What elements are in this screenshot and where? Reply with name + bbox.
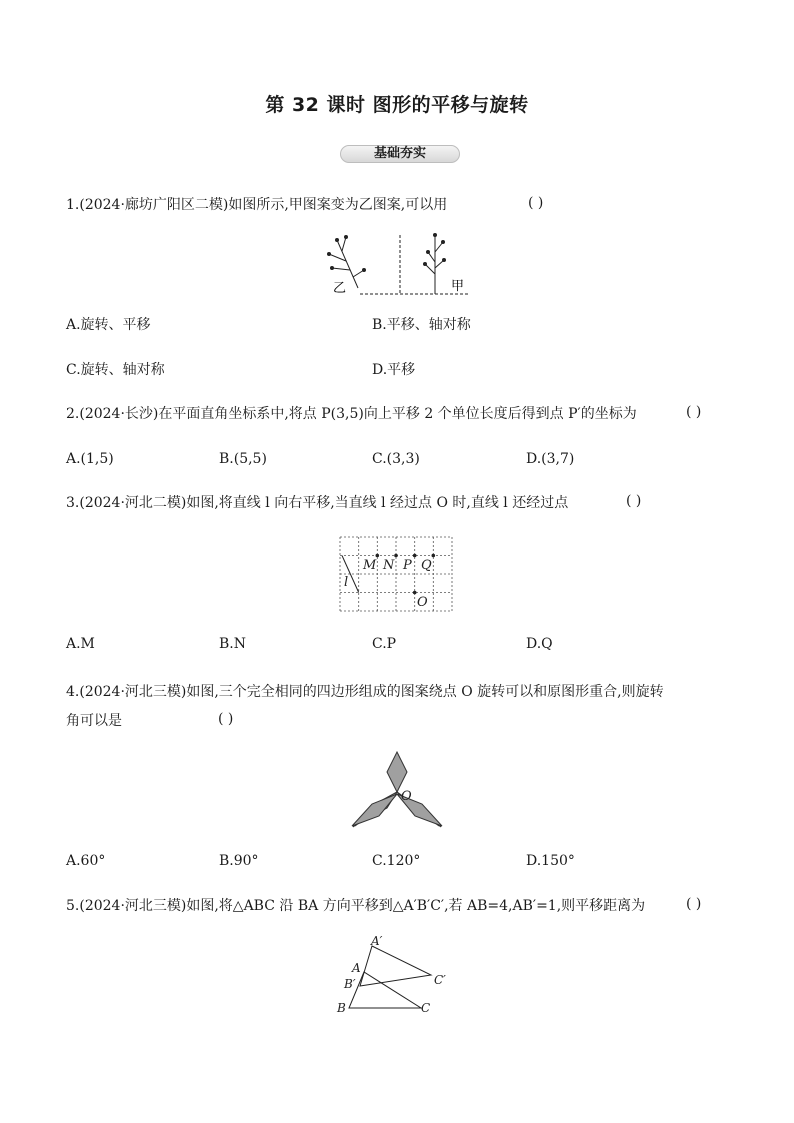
question-2-text: 2.(2024·长沙)在平面直角坐标系中,将点 P(3,5)向上平移 2 个单位长度后得到点 P′的坐标为 (66, 406, 637, 422)
question-2-option-d: D.(3,7) (526, 451, 575, 467)
vertex-label-a: A (352, 961, 361, 975)
vertex-label-b-prime: B′ (344, 977, 356, 991)
question-2-option-a: A.(1,5) (66, 451, 114, 467)
figure-label-yi: 乙 (333, 281, 347, 296)
question-3-option-a: A.M (66, 636, 95, 652)
question-4-rhombus-figure (350, 752, 445, 832)
page-title: 第 32 课时 图形的平移与旋转 (265, 94, 529, 116)
rotation-center-label: O (401, 789, 412, 804)
question-4-option-b: B.90° (219, 853, 259, 869)
question-5-text: 5.(2024·河北三模)如图,将△ABC 沿 BA 方向平移到△A′B′C′,若 AB=4,AB′=1,则平移距离为 (66, 898, 646, 914)
question-4-option-d: D.150° (526, 853, 575, 869)
figure-label-jia: 甲 (451, 279, 465, 294)
grid-label-l: l (344, 575, 349, 590)
question-2-answer-paren: ( ) (686, 404, 702, 420)
question-4-text-line1: 4.(2024·河北三模)如图,三个完全相同的四边形组成的图案绕点 O 旋转可以和原图形重合,则旋转 (66, 684, 664, 700)
vertex-label-a-prime: A′ (371, 934, 383, 948)
question-3-answer-paren: ( ) (626, 493, 642, 509)
section-badge (340, 145, 460, 163)
grid-label-p: P (403, 558, 412, 573)
question-4-answer-paren: ( ) (218, 711, 234, 727)
question-1-option-b: B.平移、轴对称 (372, 317, 471, 333)
question-3-grid-figure (340, 537, 455, 612)
question-1-figure (320, 230, 480, 300)
question-5-answer-paren: ( ) (686, 896, 702, 912)
question-1-answer-paren: ( ) (528, 195, 544, 211)
section-badge-label: 基础夯实 (373, 146, 426, 161)
question-4-option-a: A.60° (66, 853, 106, 869)
question-1-option-d: D.平移 (372, 362, 416, 378)
vertex-label-c: C (421, 1001, 431, 1015)
question-4-option-c: C.120° (372, 853, 421, 869)
grid-label-o: O (417, 595, 428, 610)
question-1-text: 1.(2024·廊坊广阳区二模)如图所示,甲图案变为乙图案,可以用 (66, 197, 448, 213)
vertex-label-b: B (337, 1001, 346, 1015)
question-3-text: 3.(2024·河北二模)如图,将直线 l 向右平移,当直线 l 经过点 O 时,直线 l 还经过点 (66, 495, 569, 511)
question-5-triangle-figure (335, 935, 455, 1017)
grid-label-q: Q (421, 558, 432, 573)
question-1-option-c: C.旋转、轴对称 (66, 362, 165, 378)
question-3-option-c: C.P (372, 636, 397, 652)
grid-label-m: M (363, 558, 377, 573)
question-2-option-c: C.(3,3) (372, 451, 420, 467)
grid-label-n: N (383, 558, 395, 573)
question-3-option-b: B.N (219, 636, 246, 652)
question-4-text-line2: 角可以是 (66, 713, 122, 729)
question-1-option-a: A.旋转、平移 (66, 317, 151, 333)
question-2-option-b: B.(5,5) (219, 451, 267, 467)
question-3-option-d: D.Q (526, 636, 553, 652)
vertex-label-c-prime: C′ (434, 973, 446, 987)
